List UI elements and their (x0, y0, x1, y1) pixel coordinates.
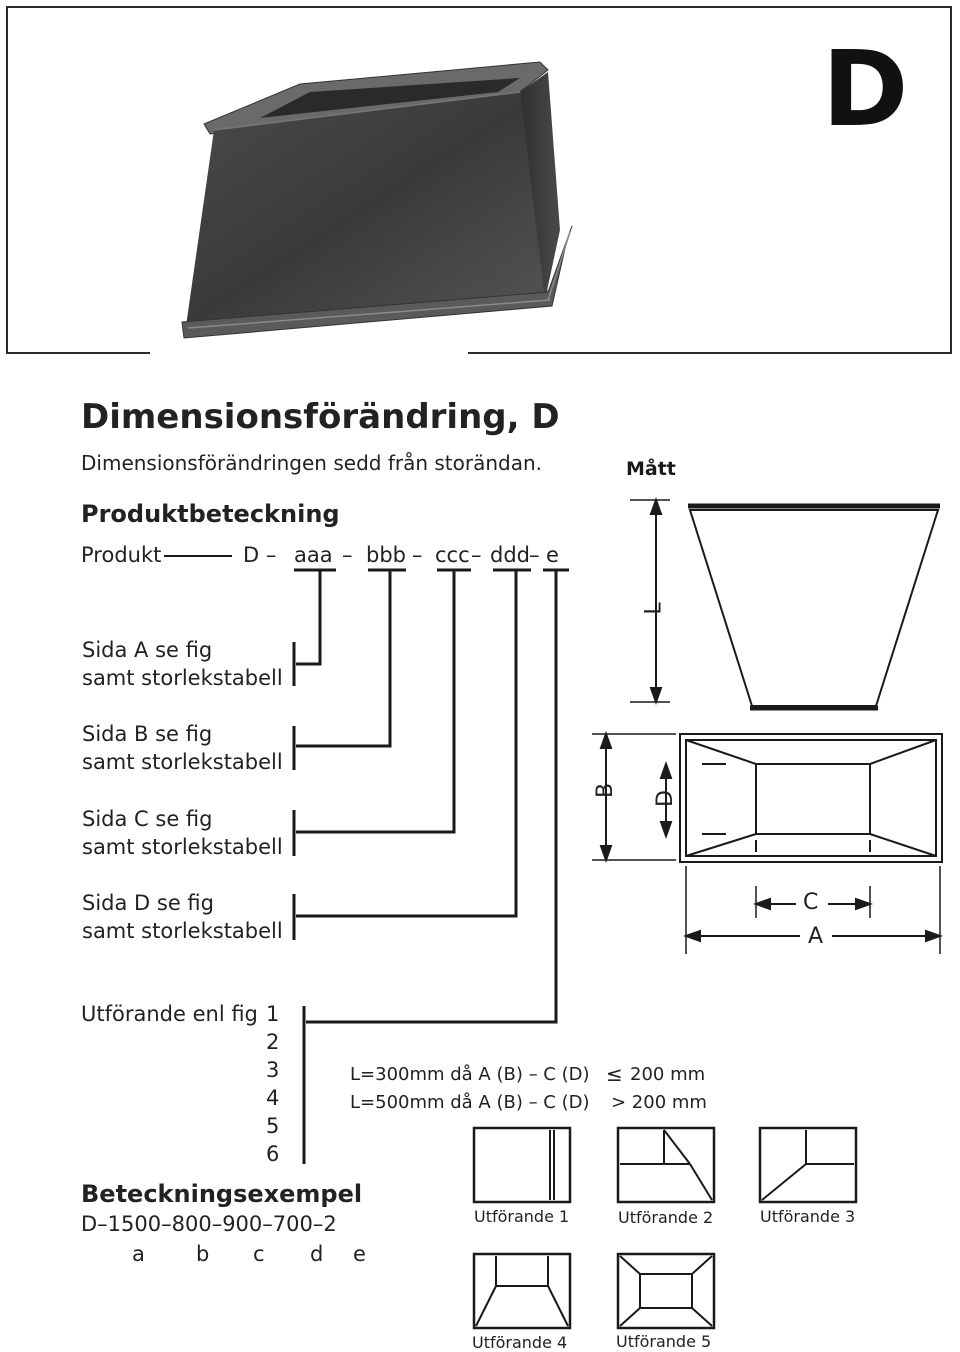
produkt-label: Produkt (81, 543, 162, 567)
dim-label-A: A (808, 924, 824, 949)
dim-label-C: C (803, 890, 819, 915)
side-view-body (690, 510, 938, 706)
dim-label-D: D (652, 790, 678, 807)
dim-label-B: B (593, 782, 619, 799)
code-dash-4: – (529, 543, 540, 567)
utforande-number-6: 6 (266, 1142, 280, 1166)
top-view-inner-frame (686, 740, 936, 856)
code-e: e (546, 543, 559, 567)
example-letter-b: b (196, 1242, 210, 1266)
section-letter: D (822, 28, 909, 150)
side-d-line1: Sida D se fig (82, 891, 214, 915)
utforande-number-1: 1 (266, 1002, 280, 1026)
rule1-symbol: ≤ (606, 1062, 623, 1086)
code-bbb: bbb (366, 543, 406, 567)
variant-2-label: Utförande 2 (618, 1208, 714, 1227)
top-view-outer (680, 734, 942, 862)
utforande-number-4: 4 (266, 1086, 280, 1110)
variant-3-label: Utförande 3 (760, 1207, 856, 1226)
code-ccc: ccc (435, 543, 470, 567)
variant-5-label: Utförande 5 (616, 1332, 712, 1351)
variant-1-box (474, 1128, 570, 1202)
example-heading: Beteckningsexempel (81, 1180, 363, 1208)
side-c-line1: Sida C se fig (82, 807, 213, 831)
produktbeteckning-heading: Produktbeteckning (81, 500, 340, 528)
side-d-line2: samt storlekstabell (82, 919, 283, 943)
variant-4-box (474, 1254, 570, 1328)
top-view-small-opening (756, 764, 870, 834)
rule2-text: L=500mm då A (B) – C (D) (350, 1092, 590, 1113)
variant-1-label: Utförande 1 (474, 1207, 570, 1226)
rule1-value: 200 mm (630, 1064, 706, 1085)
variant-4-label: Utförande 4 (472, 1333, 568, 1352)
matt-label: Mått (626, 458, 676, 480)
page-title: Dimensionsförändring, D (81, 397, 560, 437)
side-b-line1: Sida B se fig (82, 722, 213, 746)
code-dash-1: – (342, 543, 353, 567)
example-letter-c: c (253, 1242, 265, 1266)
rule1-text: L=300mm då A (B) – C (D) (350, 1064, 590, 1085)
utforande-number-5: 5 (266, 1114, 280, 1138)
code-dash-2: – (412, 543, 423, 567)
code-ddd: ddd (490, 543, 530, 567)
side-a-line2: samt storlekstabell (82, 666, 283, 690)
utforande-number-3: 3 (266, 1058, 280, 1082)
utforande-label: Utförande enl fig (81, 1002, 258, 1026)
side-a-line1: Sida A se fig (82, 638, 213, 662)
variant-5-box (618, 1254, 714, 1328)
side-c-line2: samt storlekstabell (82, 835, 283, 859)
example-letter-a: a (132, 1242, 145, 1266)
example-letter-d: d (310, 1242, 324, 1266)
code-d: D – (243, 543, 277, 567)
page-subtitle: Dimensionsförändringen sedd från storändan. (81, 451, 543, 475)
utforande-number-2: 2 (266, 1030, 280, 1054)
example-letter-e: e (353, 1242, 366, 1266)
dim-label-L: L (641, 602, 667, 615)
example-code: D–1500–800–900–700–2 (81, 1212, 337, 1236)
side-b-line2: samt storlekstabell (82, 750, 283, 774)
code-aaa: aaa (294, 543, 333, 567)
rule2-value: > 200 mm (611, 1092, 707, 1113)
code-dash-3: – (471, 543, 482, 567)
